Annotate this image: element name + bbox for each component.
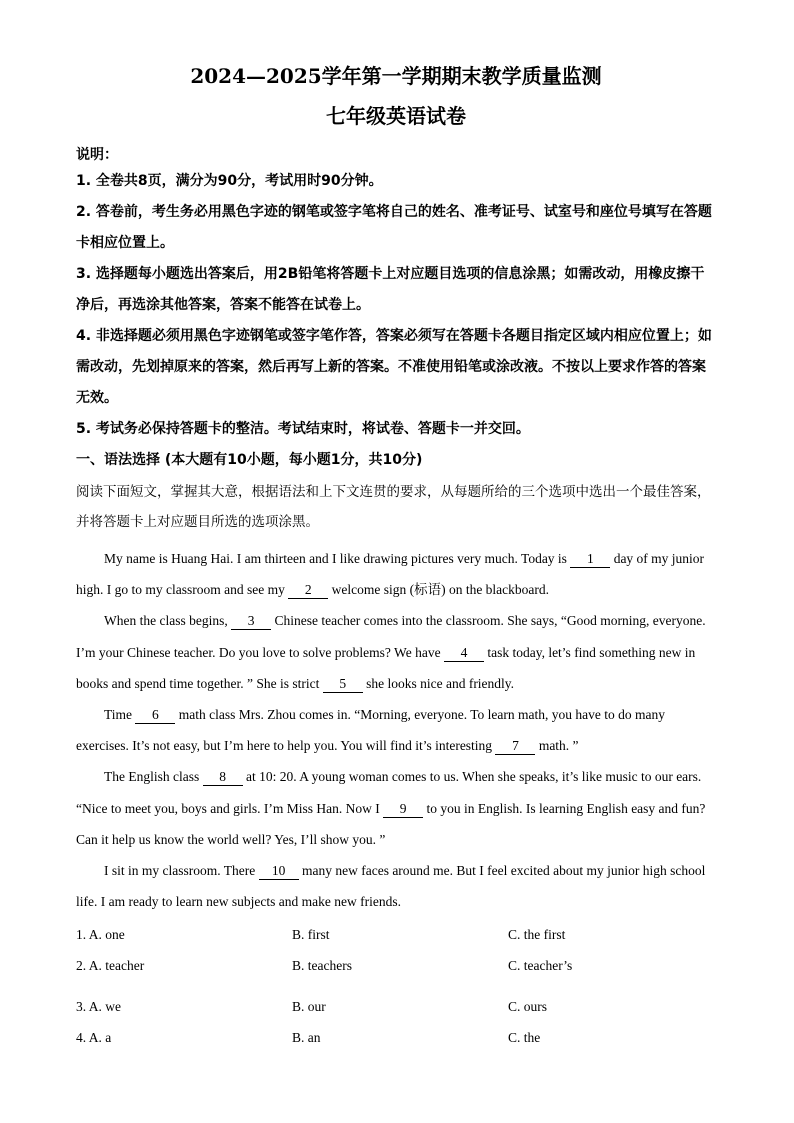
blank-8: 8 (203, 769, 243, 786)
option-a: 4. A. a (76, 1029, 112, 1045)
option-b: B. an (292, 1029, 321, 1045)
option-row (76, 950, 716, 981)
passage-paragraph (76, 699, 716, 761)
passage-text: task today, let’s find something new in books and spend time together. ” She is strict (76, 644, 696, 691)
note-item: 4. 非选择题必须用黑色字迹钢笔或签字笔作答，答案必须写在答题卡各题目指定区域内相应位置上；如需改动，先划掉原来的答案，然后再写上新的答案。不准使用铅笔或涂改液。不按以上要求作答的答案无效。 (76, 328, 712, 406)
spacer (76, 981, 716, 991)
blank-7: 7 (495, 738, 535, 755)
passage-paragraph (76, 855, 716, 917)
option-a: 1. A. one (76, 926, 125, 942)
passage-text: The English class (104, 769, 203, 785)
passage-text: welcome sign (标语) on the blackboard. (328, 582, 550, 598)
passage-text: day of my junior high. I go to my classroom and see my (76, 551, 705, 598)
passage-text: math class Mrs. Zhou comes in. “Morning, everyone. To learn math, you have to do many exercises. It’s not easy, but I’m here to help you. You will find it’s interesting (76, 707, 665, 754)
option-c: C. the (508, 1029, 541, 1045)
blank-3: 3 (231, 613, 271, 630)
passage-text: at 10: 20. A young woman comes to us. When she speaks, it’s like music to our ears. “Nice to meet you, boys and girls. I’m Miss Han. Now I (76, 769, 702, 816)
passage-text: she looks nice and friendly. (362, 675, 515, 691)
option-c: C. ours (508, 998, 548, 1014)
blank-6: 6 (135, 707, 175, 724)
option-c: C. the first (508, 926, 566, 942)
note-item: 3. 选择题每小题选出答案后，用2B铅笔将答题卡上对应题目选项的信息涂黑；如需改动，用橡皮擦干净后，再选涂其他答案，答案不能答在试卷上。 (76, 266, 705, 313)
option-b: B. first (292, 926, 330, 942)
option-row (76, 1022, 716, 1053)
passage-text: My name is Huang Hai. I am thirteen and I like drawing pictures very much. Today is (104, 551, 571, 566)
passage-text: When the class begins, (104, 613, 232, 629)
answer-options (76, 919, 716, 1053)
option-b: B. our (292, 998, 326, 1014)
blank-10: 10 (259, 863, 299, 880)
note-item: 2. 答卷前，考生务必用黑色字迹的钢笔或签字笔将自己的姓名、准考证号、试室号和座位号填写在答题卡相应位置上。 (76, 204, 712, 251)
option-a: 3. A. we (76, 998, 121, 1014)
note-item: 5. 考试务必保持答题卡的整洁。考试结束时，将试卷、答题卡一并交回。 (76, 421, 530, 437)
passage-text: I sit in my classroom. There (104, 863, 259, 879)
exam-title: 2024—2025学年第一学期期末教学质量监测 (190, 64, 602, 88)
passage-paragraph (76, 605, 716, 699)
blank-4: 4 (444, 645, 484, 662)
passage-text: Time (104, 707, 136, 723)
exam-subtitle: 七年级英语试卷 (326, 104, 466, 128)
passage-paragraph (76, 543, 716, 605)
notes-list (76, 166, 716, 445)
passage-text: to you in English. Is learning English easy and fun? Can it help us know the world well? Yes, I’ll show you. ” (76, 800, 706, 847)
note-item: 1. 全卷共8页，满分为90分，考试用时90分钟。 (76, 173, 383, 189)
blank-2: 2 (288, 582, 328, 599)
option-row (76, 991, 716, 1022)
passage-text: Chinese teacher comes into the classroom. She says, “Good morning, everyone. I’m your Chinese teacher. Do you love to solve problems? We have (76, 613, 706, 660)
reading-passage (76, 543, 716, 917)
blank-9: 9 (383, 801, 423, 818)
notes-heading: 说明： (76, 147, 118, 163)
option-row (76, 919, 716, 950)
blank-1: 1 (570, 551, 610, 568)
section-heading: 一、语法选择 (本大题有10小题，每小题1分，共10分) (76, 452, 423, 468)
section-instruction: 阅读下面短文，掌握其大意，根据语法和上下文连贯的要求，从每题所给的三个选项中选出一个最佳答案，并将答题卡上对应题目所选的选项涂黑。 (76, 484, 711, 530)
passage-text: many new faces around me. But I feel excited about my junior high school life. I am ready to learn new subjects and make new friends. (76, 863, 706, 910)
passage-text: math. ” (535, 738, 579, 754)
option-a: 2. A. teacher (76, 957, 145, 973)
option-b: B. teachers (292, 957, 352, 973)
blank-5: 5 (323, 676, 363, 693)
passage-paragraph (76, 761, 716, 855)
option-c: C. teacher’s (508, 957, 573, 973)
